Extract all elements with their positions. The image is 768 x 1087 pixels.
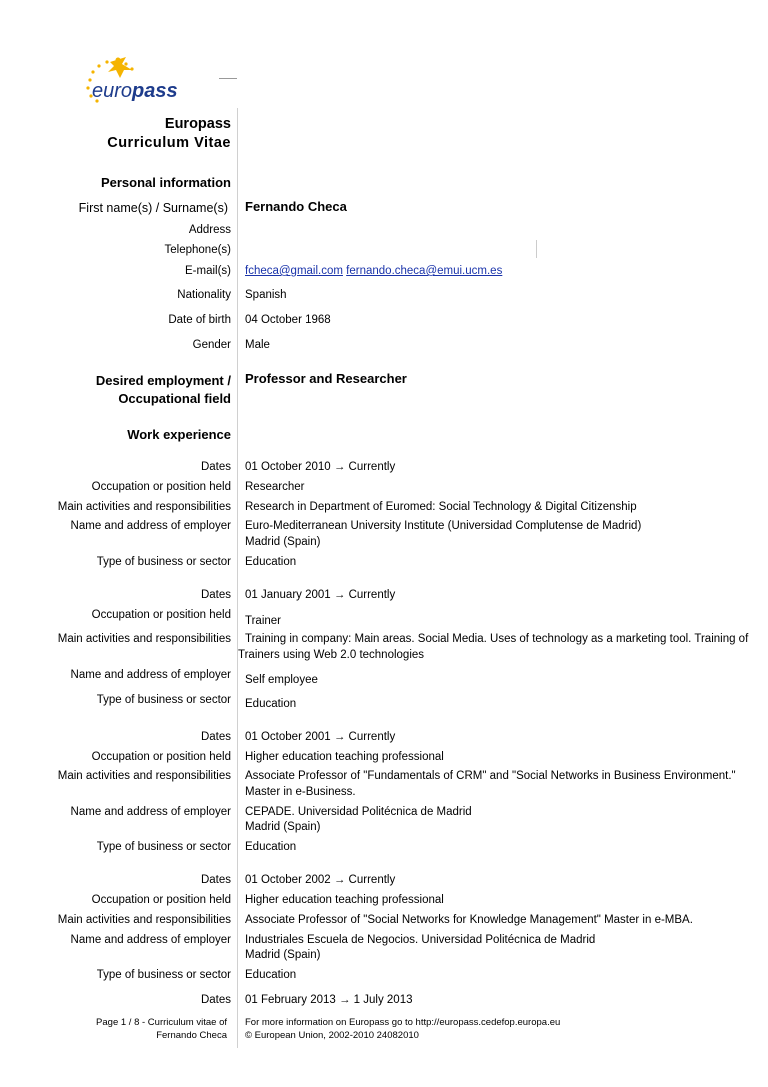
footer-page-info: Page 1 / 8 - Curriculum vitae of — [96, 1017, 227, 1028]
column-divider — [237, 108, 238, 1048]
email-label: E-mail(s) — [185, 265, 231, 277]
footer-more-info: For more information on Europass go to http://europass.cedefop.europa.eu — [245, 1017, 561, 1028]
e2-employer-value-1: Self employee — [245, 674, 318, 686]
e3-activities-value-1: Associate Professor of "Fundamentals of CRM" and "Social Networks in Business Environment." — [245, 770, 736, 782]
gender-value: Male — [245, 339, 270, 351]
e3-dates-value: 01 October 2001 → Currently — [245, 731, 396, 743]
address-label: Address — [188, 224, 231, 236]
e4-employer-label: Name and address of employer — [70, 934, 231, 946]
e1-dates-label: Dates — [200, 461, 231, 473]
e1-employer-value-2: Madrid (Spain) — [245, 536, 321, 548]
e5-dates-value: 01 February 2013 → 1 July 2013 — [245, 994, 413, 1006]
e3-occupation-label: Occupation or position held — [91, 751, 231, 763]
e2-occupation-label: Occupation or position held — [91, 609, 231, 621]
e2-dates-value: 01 January 2001 → Currently — [245, 589, 396, 601]
e1-activities-value: Research in Department of Euromed: Social Technology & Digital Citizenship — [245, 501, 637, 513]
e4-dates-value: 01 October 2002 → Currently — [245, 874, 396, 886]
e4-employer-value-1: Industriales Escuela de Negocios. Universidad Politécnica de Madrid — [245, 934, 596, 946]
e1-employer-value-1: Euro-Mediterranean University Institute (Universidad Complutense de Madrid) — [245, 520, 642, 532]
e4-employer-value-2: Madrid (Spain) — [245, 949, 321, 961]
name-label: First name(s) / Surname(s) — [78, 201, 228, 215]
title-line1: Europass — [164, 116, 231, 132]
e5-dates-label: Dates — [200, 994, 231, 1006]
e4-activities-value: Associate Professor of "Social Networks for Knowledge Management" Master in e-MBA. — [245, 914, 693, 926]
e2-activities-label: Main activities and responsibilities — [57, 633, 231, 645]
footer-copyright: © European Union, 2002-2010 24082010 — [245, 1030, 419, 1041]
e1-activities-label: Main activities and responsibilities — [57, 501, 231, 513]
europass-logo — [82, 54, 182, 106]
e3-occupation-value: Higher education teaching professional — [245, 751, 444, 763]
e1-sector-label: Type of business or sector — [96, 556, 231, 568]
desired-employment-value: Professor and Researcher — [245, 371, 407, 386]
e4-sector-label: Type of business or sector — [96, 969, 231, 981]
gender-label: Gender — [192, 339, 231, 351]
e3-sector-value: Education — [245, 841, 297, 853]
e3-activities-value-2: Master in e-Business. — [245, 786, 356, 798]
e1-employer-label: Name and address of employer — [70, 520, 231, 532]
logo-text-pass: pass — [132, 80, 178, 102]
nationality-label: Nationality — [177, 289, 231, 301]
e3-activities-label: Main activities and responsibilities — [57, 770, 231, 782]
email-values — [245, 264, 502, 278]
e1-occupation-label: Occupation or position held — [91, 481, 231, 493]
e2-occupation-value: Trainer — [245, 615, 281, 627]
e2-dates-label: Dates — [200, 589, 231, 601]
e4-occupation-value: Higher education teaching professional — [245, 894, 444, 906]
e4-dates-label: Dates — [200, 874, 231, 886]
e4-activities-label: Main activities and responsibilities — [57, 914, 231, 926]
e2-sector-label: Type of business or sector — [96, 694, 231, 706]
e4-sector-value: Education — [245, 969, 297, 981]
desired-employment-label-2: Occupational field — [118, 391, 231, 406]
title-line2: Curriculum Vitae — [107, 135, 231, 151]
personal-information-heading: Personal information — [100, 175, 231, 190]
telephone-field-marker — [536, 240, 537, 258]
email-link-1[interactable]: fcheca@gmail.com — [245, 265, 343, 277]
dob-label: Date of birth — [168, 314, 231, 326]
e2-activities-value-2: Trainers using Web 2.0 technologies — [238, 649, 425, 661]
nationality-value: Spanish — [245, 289, 287, 301]
e4-occupation-label: Occupation or position held — [91, 894, 231, 906]
e3-dates-label: Dates — [200, 731, 231, 743]
e2-sector-value: Education — [245, 698, 297, 710]
dob-value: 04 October 1968 — [245, 314, 331, 326]
e1-occupation-value: Researcher — [245, 481, 305, 493]
footer-author: Fernando Checa — [156, 1030, 227, 1041]
e3-employer-value-1: CEPADE. Universidad Politécnica de Madrid — [245, 806, 472, 818]
work-experience-heading: Work experience — [127, 427, 231, 442]
e2-employer-label: Name and address of employer — [70, 669, 231, 681]
e3-employer-label: Name and address of employer — [70, 806, 231, 818]
e1-dates-value: 01 October 2010 → Currently — [245, 461, 396, 473]
e2-activities-value-1: Training in company: Main areas. Social Media. Uses of technology as a marketing tool. Training of — [245, 633, 749, 645]
desired-employment-label-1: Desired employment / — [95, 373, 231, 388]
e1-sector-value: Education — [245, 556, 297, 568]
name-value: Fernando Checa — [245, 199, 347, 214]
email-link-2[interactable]: fernando.checa@emui.ucm.es — [346, 265, 503, 277]
header-rule — [219, 78, 237, 79]
telephone-label: Telephone(s) — [164, 244, 231, 256]
e3-sector-label: Type of business or sector — [96, 841, 231, 853]
logo-text-euro: euro — [92, 80, 133, 102]
e3-employer-value-2: Madrid (Spain) — [245, 821, 321, 833]
